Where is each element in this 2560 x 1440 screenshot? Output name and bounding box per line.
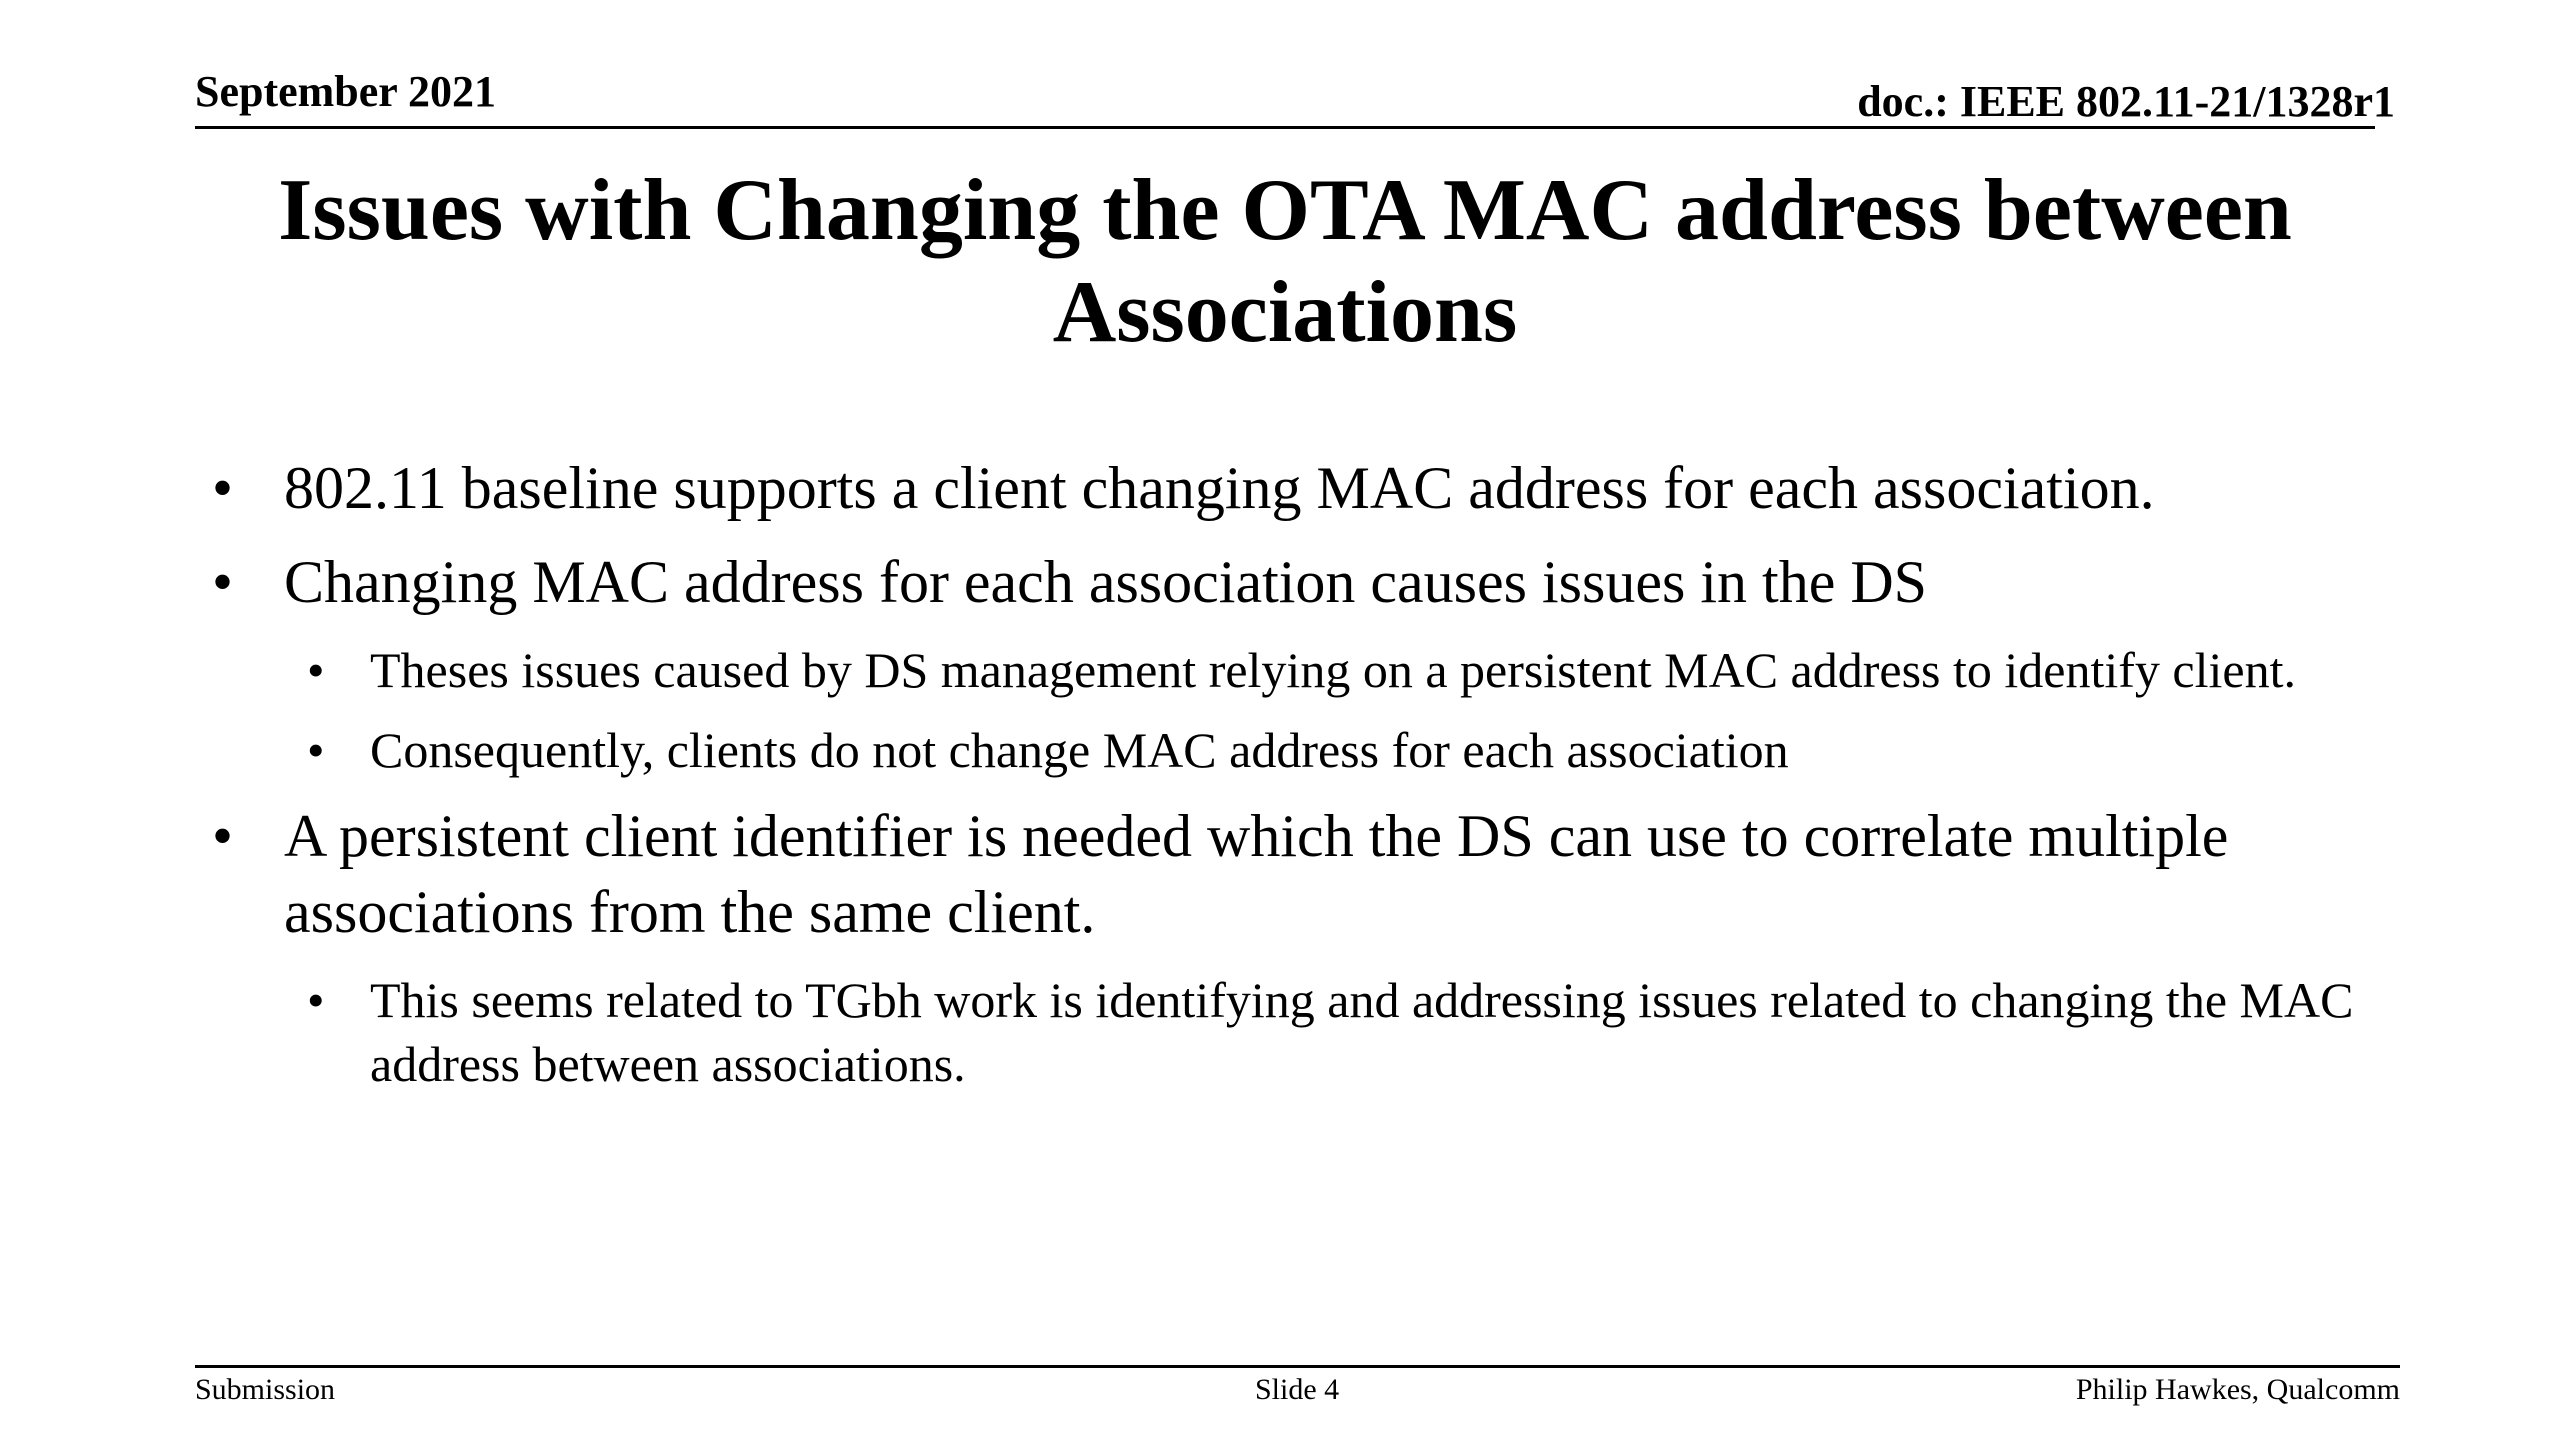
slide-title-line-2: Associations — [1052, 264, 1518, 361]
sub-bullet-3-1 — [200, 968, 2400, 1096]
sub-bullet-dot: • — [307, 722, 325, 778]
bullet-dot: • — [212, 455, 234, 521]
slide-title — [200, 160, 2370, 364]
footer-slide-number: Slide 4 — [1255, 1373, 1340, 1406]
bullet-dot: • — [212, 803, 234, 869]
header-divider — [195, 126, 2375, 129]
bullet-1-text: 802.11 baseline supports a client changing MAC address for each association. — [284, 455, 2155, 521]
footer-submission: Submission — [195, 1373, 336, 1406]
bullet-2-text: Changing MAC address for each association causes issues in the DS — [284, 549, 1928, 615]
bullet-3-text: A persistent client identifier is needed which the DS can use to correlate multiple associations from the same client. — [284, 803, 2229, 945]
bullet-dot: • — [212, 549, 234, 615]
bullet-2 — [200, 544, 2400, 620]
slide-content — [200, 450, 2400, 1112]
sub-bullet-2-1 — [200, 638, 2400, 702]
bullet-3 — [200, 798, 2400, 950]
header-date: September 2021 — [195, 67, 497, 116]
footer-divider — [195, 1365, 2400, 1368]
sub-bullet-2-1-text: Theses issues caused by DS management relying on a persistent MAC address to identify client. — [370, 642, 2296, 698]
sub-bullet-2-2-text: Consequently, clients do not change MAC address for each association — [370, 722, 1789, 778]
sub-bullet-2-2 — [200, 718, 2400, 782]
bullet-1 — [200, 450, 2400, 526]
slide-title-line-1: Issues with Changing the OTA MAC address between — [278, 162, 2292, 259]
sub-bullet-dot: • — [307, 642, 325, 698]
header-doc-id: doc.: IEEE 802.11-21/1328r1 — [1857, 77, 2395, 126]
sub-bullet-3-1-text: This seems related to TGbh work is identifying and addressing issues related to changing the MAC address between associations. — [370, 972, 2354, 1092]
footer-author: Philip Hawkes, Qualcomm — [2075, 1373, 2400, 1406]
sub-bullet-dot: • — [307, 972, 325, 1028]
